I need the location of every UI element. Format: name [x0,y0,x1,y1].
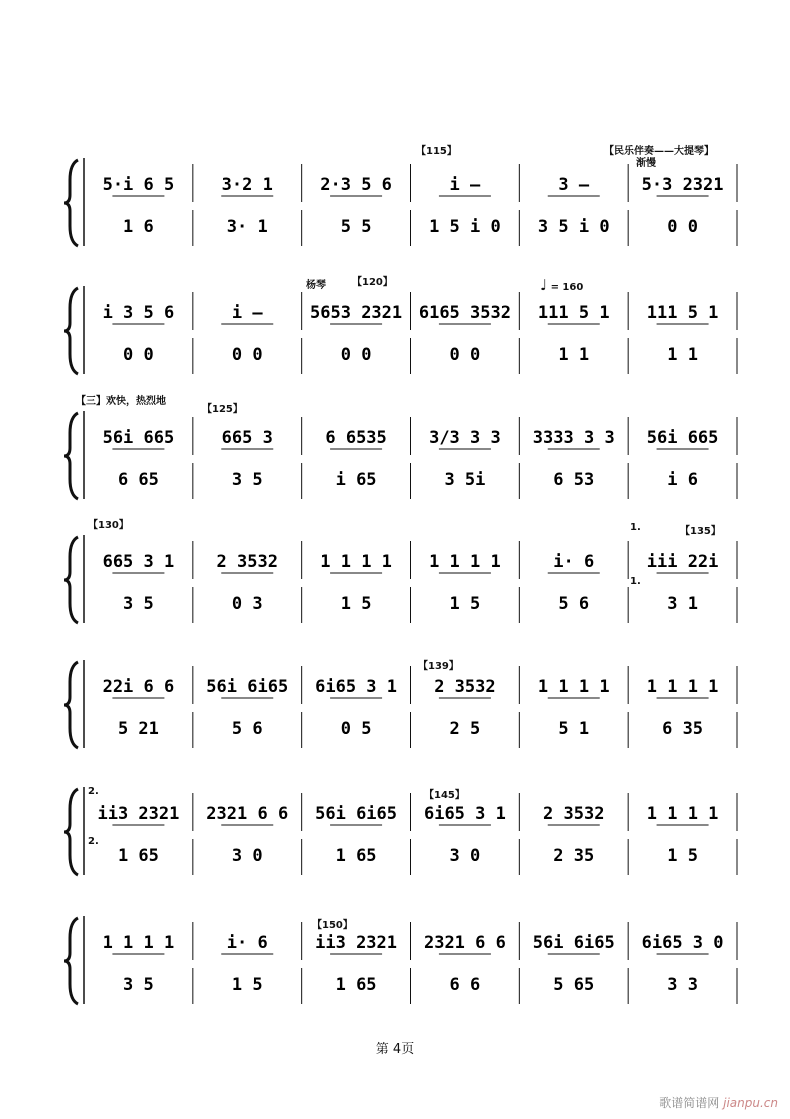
page-number: 第 4页 [375,1042,415,1057]
accompaniment-measure: 5 6 [558,594,590,614]
system-brace [64,537,78,623]
accompaniment-measure: 6 65 [117,470,159,490]
watermark-text: 歌谱简谱网 [659,1096,720,1110]
melody-measure: 2 3532 [216,552,278,572]
accompaniment-measure: 3 0 [231,846,263,866]
system-brace [64,918,78,1004]
melody-measure: 56i 665 [646,428,719,448]
accompaniment-measure: 1 1 [558,345,590,365]
melody-measure: 6 6535 [325,428,387,448]
watermark-url: jianpu.cn [723,1096,778,1110]
accompaniment-measure: 1 6 [123,217,154,237]
melody-measure: 5653 2321 [310,303,403,323]
accompaniment-measure: 6 6 [449,975,481,995]
melody-measure: 1 1 1 1 [320,552,392,572]
accompaniment-measure: 6 35 [662,719,704,739]
melody-measure: i – [231,303,263,323]
accompaniment-measure: 1 5 i 0 [429,217,501,237]
melody-measure: ii3 2321 [97,804,180,824]
accompaniment-measure: 3· 1 [226,217,268,237]
melody-measure: 56i 6i65 [206,677,289,697]
tempo-marking [540,276,583,294]
melody-measure: 111 5 1 [646,303,719,323]
melody-measure: 22i 6 6 [102,677,175,697]
melody-measure: 56i 6i65 [532,933,615,953]
system-brace [64,288,78,374]
accompaniment-measure: 5 21 [117,719,159,739]
melody-measure: 2321 6 6 [206,804,289,824]
melody-measure: iii 22i [646,552,719,572]
volta-2-bottom: 2. [88,836,99,847]
melody-measure: 2321 6 6 [423,933,506,953]
accompaniment-measure: 2 5 [449,719,481,739]
accompaniment-measure: 5 6 [231,719,263,739]
melody-measure: i 3 5 6 [102,303,175,323]
accompaniment-measure: 0 0 [123,345,154,365]
melody-measure: 6i65 3 0 [641,933,724,953]
melody-measure: 1 1 1 1 [429,552,501,572]
accompaniment-measure: 1 5 [667,846,698,866]
accompaniment-measure: 0 0 [449,345,481,365]
melody-measure: 6i65 3 1 [315,677,398,697]
accompaniment-measure: 1 5 [231,975,263,995]
melody-measure: ii3 2321 [315,933,398,953]
accompaniment-measure: 1 65 [335,975,377,995]
tempo-value: = 160 [550,282,584,293]
accompaniment-measure: 3 3 [667,975,698,995]
measure-145-label: 【145】 [424,790,465,801]
accompaniment-measure: 0 3 [231,594,263,614]
accompaniment-measure: 1 65 [335,846,377,866]
watermark [659,1094,778,1111]
volta-2-top: 2. [88,786,99,797]
slowing-label: 渐慢 [636,158,656,169]
accompaniment-measure: 3 5 [123,594,154,614]
ensemble-label: 【民乐伴奏——大提琴】 [604,146,714,157]
melody-measure: 1 1 1 1 [646,804,719,824]
melody-measure: 2 3532 [543,804,605,824]
melody-measure: 1 1 1 1 [537,677,610,697]
measure-139-label: 【139】 [418,661,459,672]
measure-135-label: 【135】 [680,526,721,537]
accompaniment-measure: 6 53 [553,470,595,490]
measure-120-label: 【120】 [352,277,393,288]
system-brace [64,160,78,246]
measure-115-label: 【115】 [416,146,457,157]
melody-measure: i – [449,175,481,195]
accompaniment-measure: 1 65 [117,846,159,866]
melody-measure: 56i 665 [102,428,175,448]
accompaniment-measure: 0 0 [231,345,263,365]
melody-measure: 111 5 1 [537,303,610,323]
measure-130-label: 【130】 [88,520,129,531]
melody-measure: i· 6 [226,933,268,953]
measure-150-label: 【150】 [312,920,353,931]
accompaniment-measure: 3 1 [667,594,698,614]
volta-1-bottom: 1. [630,576,641,587]
melody-measure: 3333 3 3 [532,428,615,448]
accompaniment-measure: 3 5 i 0 [537,217,610,237]
melody-measure: 6i65 3 1 [423,804,506,824]
accompaniment-measure: 1 5 [340,594,372,614]
melody-measure: 665 3 1 [102,552,175,572]
quarter-note-icon: ♩ [540,276,548,294]
melody-measure: 2 3532 [434,677,496,697]
yangqin-label: 杨琴 [306,280,326,291]
melody-measure: 56i 6i65 [315,804,398,824]
melody-measure: 6165 3532 [418,303,511,323]
melody-measure: 1 1 1 1 [102,933,175,953]
melody-measure: 5·3 2321 [641,175,724,195]
accompaniment-measure: 3 5 [231,470,263,490]
accompaniment-measure: 5 1 [558,719,590,739]
accompaniment-measure: i 65 [335,470,377,490]
accompaniment-measure: i 6 [667,470,698,490]
accompaniment-measure: 0 5 [340,719,372,739]
accompaniment-measure: 3 5i [444,470,486,490]
melody-measure: 665 3 [221,428,273,448]
system-brace [64,662,78,748]
volta-1-top: 1. [630,522,641,533]
measure-125-label: 【125】 [202,404,243,415]
melody-measure: 3/3 3 3 [429,428,501,448]
accompaniment-measure: 3 0 [449,846,481,866]
section-3-heading: 【三】欢快，热烈地 [76,396,166,407]
accompaniment-measure: 5 65 [553,975,595,995]
accompaniment-measure: 0 0 [340,345,372,365]
accompaniment-measure: 5 5 [340,217,372,237]
melody-measure: 5·i 6 5 [102,175,175,195]
accompaniment-measure: 2 35 [553,846,595,866]
melody-measure: i· 6 [553,552,595,572]
accompaniment-measure: 0 0 [667,217,698,237]
melody-measure: 1 1 1 1 [646,677,719,697]
system-brace [64,413,78,499]
melody-measure: 2·3 5 6 [320,175,392,195]
accompaniment-measure: 3 5 [123,975,154,995]
system-brace [64,789,78,875]
accompaniment-measure: 1 5 [449,594,481,614]
accompaniment-measure: 1 1 [667,345,698,365]
melody-measure: 3 – [558,175,590,195]
melody-measure: 3·2 1 [221,175,273,195]
